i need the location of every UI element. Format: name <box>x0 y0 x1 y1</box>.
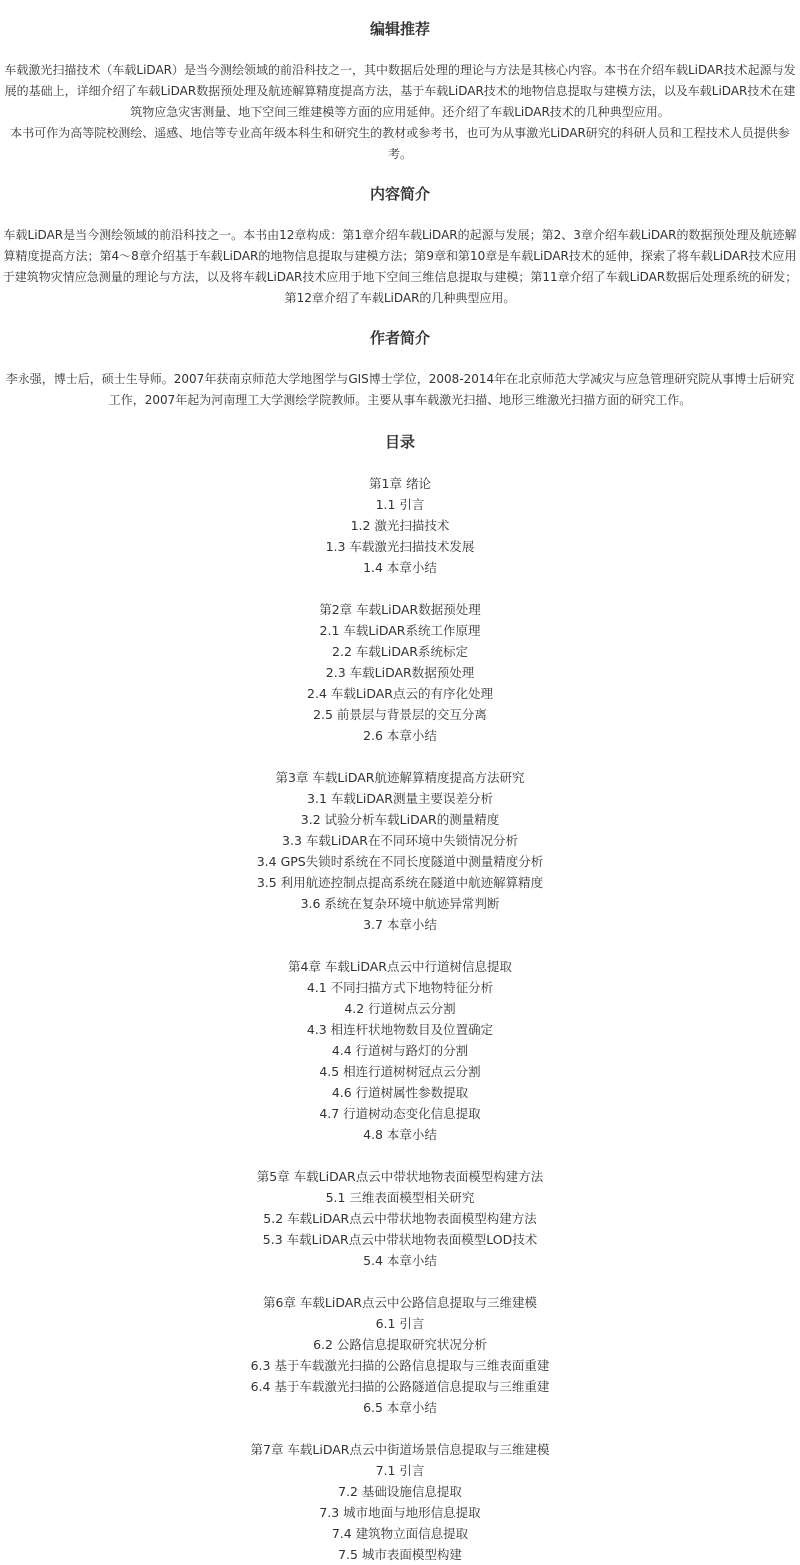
toc-item: 7.2 基础设施信息提取 <box>338 1484 462 1499</box>
toc-item: 5.3 车载LiDAR点云中带状地物表面模型LOD技术 <box>262 1232 538 1247</box>
toc-chapter-heading: 第6章 车载LiDAR点云中公路信息提取与三维建模 <box>262 1295 537 1310</box>
toc-item: 5.2 车载LiDAR点云中带状地物表面模型构建方法 <box>263 1211 537 1226</box>
toc-item: 7.1 引言 <box>375 1463 425 1478</box>
toc-item: 4.3 相连杆状地物数目及位置确定 <box>306 1022 494 1037</box>
toc-item: 3.5 利用航迹控制点提高系统在隧道中航迹解算精度 <box>256 875 544 890</box>
summary-section <box>0 165 800 309</box>
recommend-paragraph-1: 车载激光扫描技术（车载LiDAR）是当今测绘领域的前沿科技之一，其中数据后处理的理论与方法是其核心内容。本书在介绍车载LiDAR技术起源与发展的基础上，详细介绍了车载LiDAR数据预处理及航迹解算精度提高方法，基于车载LiDAR技术的地物信息提取与建模方法，以及车载LiDAR技术在建筑物应急灾害测量、地下空间三维建模等方面的应用延伸。还介绍了车载LiDAR技术的几种典型应用。 <box>4 63 796 119</box>
author-title: 作者简介 <box>369 329 430 347</box>
toc-item: 4.6 行道树属性参数提取 <box>331 1085 469 1100</box>
toc-chapter <box>0 1166 800 1271</box>
toc-chapter-heading: 第1章 绪论 <box>369 476 431 491</box>
toc-item: 6.3 基于车载激光扫描的公路信息提取与三维表面重建 <box>250 1358 550 1373</box>
recommend-section <box>0 0 800 165</box>
toc-item: 3.3 车载LiDAR在不同环境中失锁情况分析 <box>282 833 518 848</box>
recommend-paragraph-2: 本书可作为高等院校测绘、遥感、地信等专业高年级本科生和研究生的教材或参考书，也可为从事激光LiDAR研究的科研人员和工程技术人员提供参考。 <box>10 126 790 161</box>
toc-item: 2.4 车载LiDAR点云的有序化处理 <box>307 686 493 701</box>
summary-title: 内容简介 <box>369 185 430 203</box>
toc-item: 2.5 前景层与背景层的交互分离 <box>313 707 487 722</box>
toc-chapter-heading: 第3章 车载LiDAR航迹解算精度提高方法研究 <box>275 770 525 785</box>
toc-chapter <box>0 599 800 746</box>
toc-item: 4.1 不同扫描方式下地物特征分析 <box>306 980 494 995</box>
toc-item: 6.1 引言 <box>375 1316 425 1331</box>
toc-item: 4.7 行道树动态变化信息提取 <box>319 1106 481 1121</box>
toc-item: 4.5 相连行道树树冠点云分割 <box>319 1064 481 1079</box>
toc-item: 7.3 城市地面与地形信息提取 <box>319 1505 481 1520</box>
toc-item: 5.4 本章小结 <box>363 1253 437 1268</box>
toc-item: 1.2 激光扫描技术 <box>350 518 450 533</box>
table-of-contents <box>0 473 800 1565</box>
toc-item: 5.1 三维表面模型相关研究 <box>325 1190 475 1205</box>
toc-chapter-heading: 第7章 车载LiDAR点云中街道场景信息提取与三维建模 <box>250 1442 550 1457</box>
author-paragraph-1: 李永强，博士后，硕士生导师。2007年获南京师范大学地图学与GIS博士学位，2008-2014年在北京师范大学减灾与应急管理研究院从事博士后研究工作，2007年起为河南理工大学测绘学院教师。主要从事车载激光扫描、地形三维激光扫描方面的研究工作。 <box>5 372 795 407</box>
toc-chapter-heading: 第5章 车载LiDAR点云中带状地物表面模型构建方法 <box>256 1169 544 1184</box>
toc-item: 3.6 系统在复杂环境中航迹异常判断 <box>300 896 500 911</box>
toc-item: 1.3 车载激光扫描技术发展 <box>325 539 475 554</box>
toc-item: 6.5 本章小结 <box>363 1400 437 1415</box>
toc-item: 3.1 车载LiDAR测量主要误差分析 <box>307 791 493 806</box>
recommend-title: 编辑推荐 <box>369 20 430 38</box>
toc-item: 7.5 城市表面模型构建 <box>338 1547 462 1562</box>
toc-item: 4.4 行道树与路灯的分割 <box>331 1043 469 1058</box>
toc-item: 2.6 本章小结 <box>363 728 437 743</box>
toc-item: 2.1 车载LiDAR系统工作原理 <box>319 623 481 638</box>
toc-item: 3.4 GPS失锁时系统在不同长度隧道中测量精度分析 <box>256 854 544 869</box>
toc-item: 2.2 车载LiDAR系统标定 <box>332 644 468 659</box>
toc-item: 6.2 公路信息提取研究状况分析 <box>313 1337 487 1352</box>
toc-item: 4.2 行道树点云分割 <box>344 1001 456 1016</box>
toc-item: 4.8 本章小结 <box>363 1127 437 1142</box>
toc-item: 6.4 基于车载激光扫描的公路隧道信息提取与三维重建 <box>250 1379 550 1394</box>
toc-chapter <box>0 1292 800 1418</box>
toc-item: 3.7 本章小结 <box>363 917 437 932</box>
toc-item: 3.2 试验分析车载LiDAR的测量精度 <box>300 812 500 827</box>
toc-chapter-heading: 第2章 车载LiDAR数据预处理 <box>319 602 481 617</box>
toc-chapter-heading: 第4章 车载LiDAR点云中行道树信息提取 <box>287 959 512 974</box>
summary-paragraph-1: 车载LiDAR是当今测绘领域的前沿科技之一。本书由12章构成：第1章介绍车载LiDAR的起源与发展；第2、3章介绍车载LiDAR的数据预处理及航迹解算精度提高方法；第4～8章介绍基于车载LiDAR的地物信息提取与建模方法；第9章和第10章是车载LiDAR技术的延伸，探索了将车载LiDAR技术应用于建筑物灾情应急测量的理论与方法，以及将车载LiDAR技术应用于地下空间三维信息提取与建模；第11章介绍了车载LiDAR数据后处理系统的研发；第12章介绍了车载LiDAR的几种典型应用。 <box>2 228 798 305</box>
author-section <box>0 309 800 411</box>
toc-item: 7.4 建筑物立面信息提取 <box>331 1526 469 1541</box>
toc-title: 目录 <box>384 433 415 451</box>
toc-item: 2.3 车载LiDAR数据预处理 <box>325 665 475 680</box>
toc-chapter <box>0 956 800 1145</box>
toc-item: 1.1 引言 <box>375 497 425 512</box>
toc-item: 1.4 本章小结 <box>363 560 437 575</box>
toc-chapter <box>0 1439 800 1565</box>
toc-chapter <box>0 473 800 578</box>
toc-chapter <box>0 767 800 935</box>
toc-section <box>0 411 800 1565</box>
